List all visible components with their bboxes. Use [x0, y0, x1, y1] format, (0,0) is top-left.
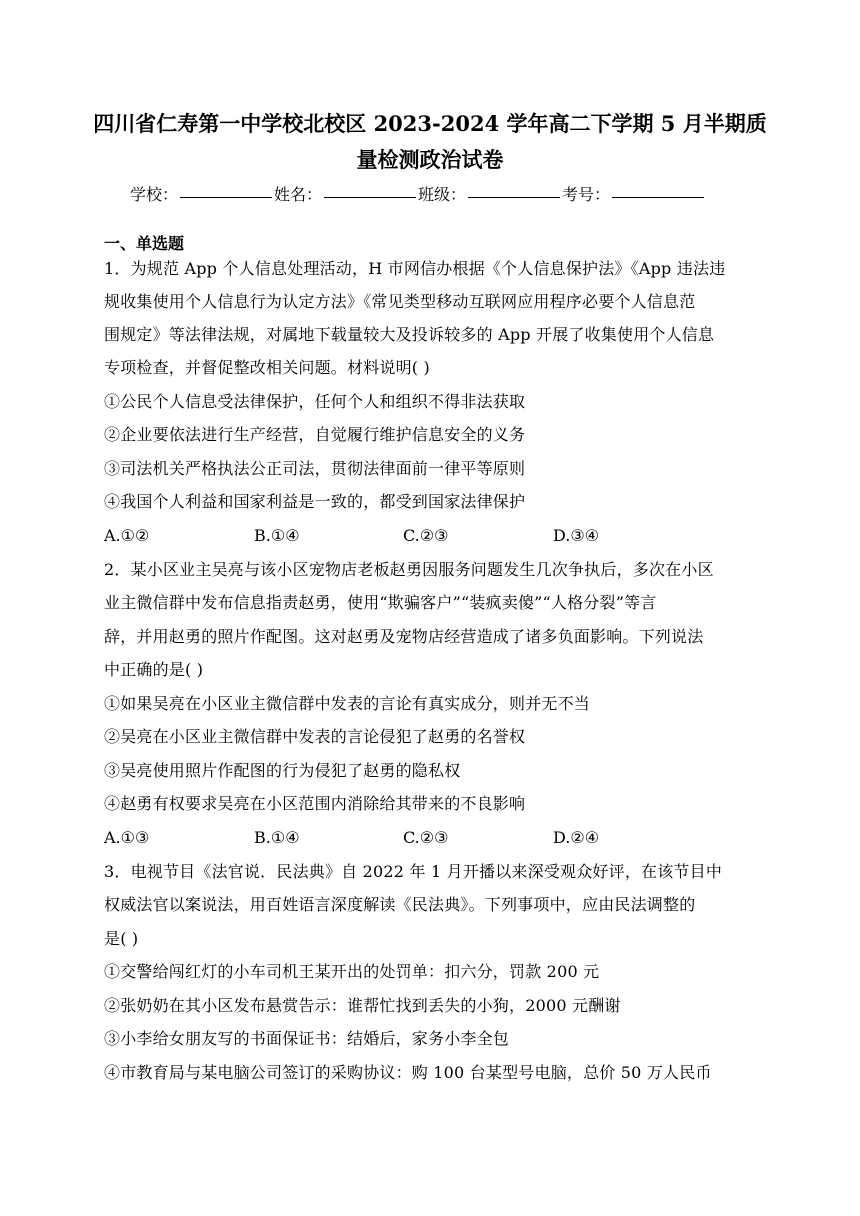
question-1-statement: ②企业要依法进行生产经营，自觉履行维护信息安全的义务	[104, 425, 526, 444]
question-3-statement: ①交警给闯红灯的小车司机王某开出的处罚单：扣六分，罚款 200 元	[104, 962, 600, 981]
option-b: B.①④	[254, 526, 300, 545]
question-1-line: 1．为规范 App 个人信息处理活动，H 市网信办根据《个人信息保护法》《App 违法违	[104, 259, 726, 278]
question-1-statement: ③司法机关严格执法公正司法，贯彻法律面前一律平等原则	[104, 459, 526, 478]
question-2-statement: ①如果吴亮在小区业主微信群中发表的言论有真实成分，则并无不当	[104, 694, 591, 713]
question-3-statement: ④市教育局与某电脑公司签订的采购协议：购 100 台某型号电脑，总价 50 万人民币	[104, 1063, 712, 1082]
question-2-line: 2．某小区业主吴亮与该小区宠物店老板赵勇因服务问题发生几次争执后，多次在小区	[104, 560, 714, 579]
student-info-row	[130, 182, 706, 208]
question-3-line: 3．电视节目《法官说．民法典》自 2022 年 1 月开播以来深受观众好评，在该节目中	[104, 862, 723, 881]
question-1-line: 围规定》等法律法规，对属地下载量较大及投诉较多的 App 开展了收集使用个人信息	[104, 325, 715, 344]
school-label: 学校：	[130, 185, 179, 204]
option-d: D.②④	[553, 828, 600, 847]
exam-number-blank	[612, 196, 704, 198]
exam-title-line1: 四川省仁寿第一中学校北校区 2023-2024 学年高二下学期 5 月半期质	[93, 111, 767, 136]
question-3-statement: ②张奶奶在其小区发布悬赏告示：谁帮忙找到丢失的小狗，2000 元酬谢	[104, 996, 621, 1015]
question-2-line: 中正确的是( )	[104, 660, 204, 679]
question-3-line: 是( )	[104, 929, 139, 948]
question-2-line: 辞，并用赵勇的照片作配图。这对赵勇及宠物店经营造成了诸多负面影响。下列说法	[104, 627, 704, 646]
question-1-statement: ④我国个人利益和国家利益是一致的，都受到国家法律保护	[104, 492, 526, 511]
question-2-statement: ②吴亮在小区业主微信群中发表的言论侵犯了赵勇的名誉权	[104, 727, 526, 746]
option-b: B.①④	[254, 828, 300, 847]
question-1-line: 专项检查，并督促整改相关问题。材料说明( )	[104, 358, 430, 377]
option-a: A.①③	[104, 828, 150, 847]
question-3-statement: ③小李给女朋友写的书面保证书：结婚后，家务小李全包	[104, 1029, 510, 1048]
name-blank	[324, 196, 416, 198]
option-c: C.②③	[403, 828, 449, 847]
question-1-line: 规收集使用个人信息行为认定方法》《常见类型移动互联网应用程序必要个人信息范	[104, 292, 696, 311]
school-blank	[180, 196, 272, 198]
name-label: 姓名：	[274, 185, 323, 204]
class-blank	[468, 196, 560, 198]
question-2-statement: ③吴亮使用照片作配图的行为侵犯了赵勇的隐私权	[104, 761, 461, 780]
option-a: A.①②	[104, 526, 150, 545]
question-2-line: 业主微信群中发布信息指责赵勇，使用“欺骗客户”“装疯卖傻”“人格分裂”等言	[104, 593, 657, 612]
question-2-statement: ④赵勇有权要求吴亮在小区范围内消除给其带来的不良影响	[104, 794, 526, 813]
exam-title-line2: 量检测政治试卷	[356, 147, 504, 172]
option-c: C.②③	[403, 526, 449, 545]
option-d: D.③④	[553, 526, 600, 545]
question-3-line: 权威法官以案说法，用百姓语言深度解读《民法典》。下列事项中，应由民法调整的	[104, 895, 696, 914]
exam-number-label: 考号：	[562, 185, 611, 204]
section-title: 一、单选题	[104, 234, 185, 253]
question-1-statement: ①公民个人信息受法律保护，任何个人和组织不得非法获取	[104, 392, 526, 411]
class-label: 班级：	[418, 185, 467, 204]
